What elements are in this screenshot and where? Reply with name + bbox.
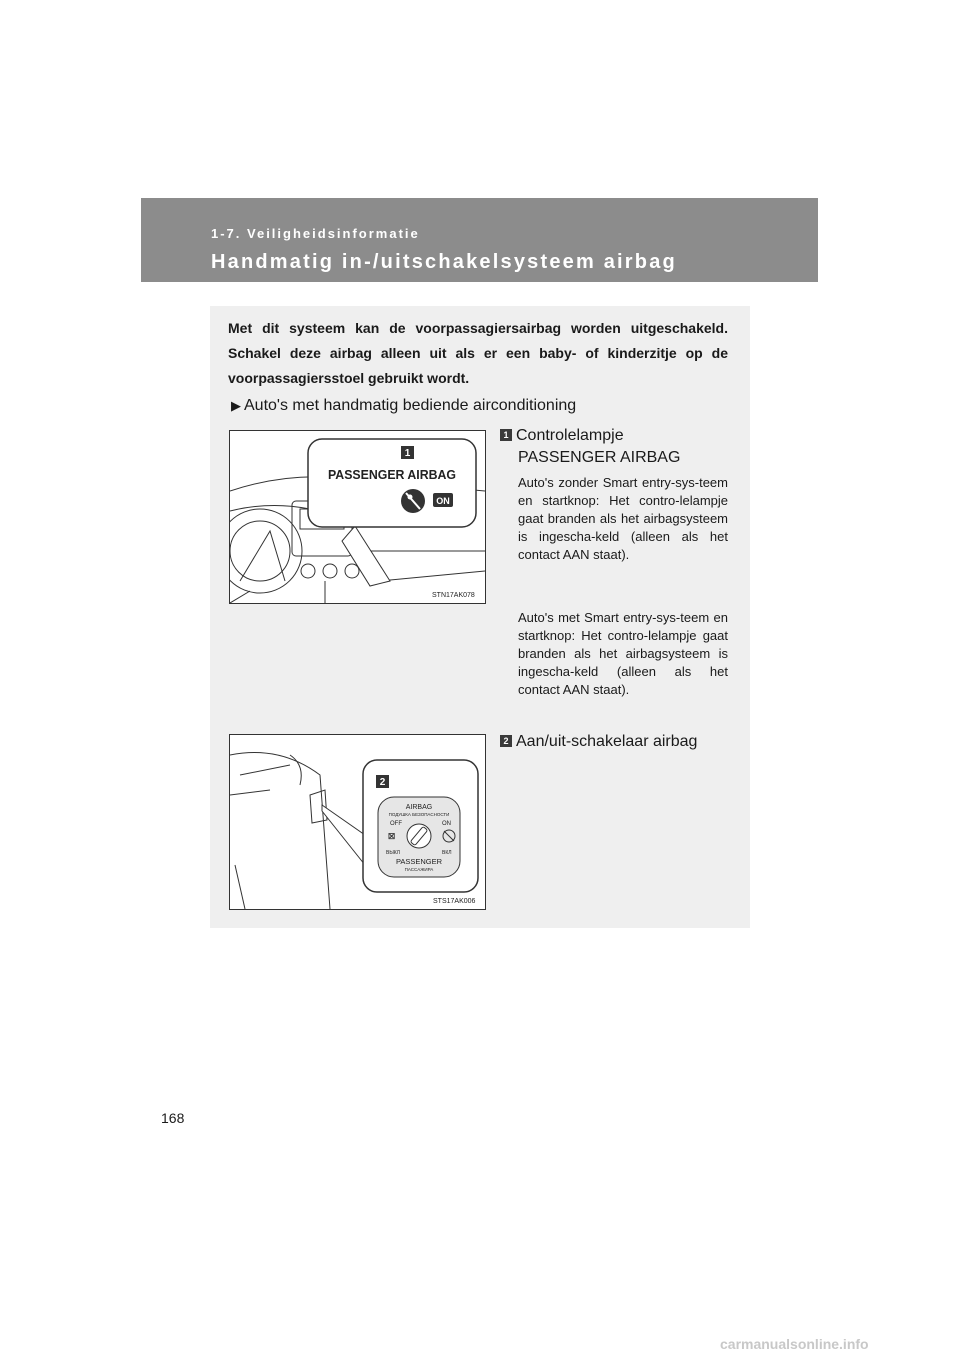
page-number: 168 xyxy=(161,1110,185,1126)
watermark: carmanualsonline.info xyxy=(720,1336,869,1352)
figure2-callout-number: 2 xyxy=(379,777,386,788)
figure2-off-ru: ВЫКЛ xyxy=(386,850,400,856)
section-label: 1-7. Veiligheidsinformatie xyxy=(211,226,420,241)
page-title: Handmatig in-/uitschakelsysteem airbag xyxy=(211,251,677,273)
item-2-title: 2 Aan/uit-schakelaar airbag xyxy=(500,731,697,753)
dashboard-drawing xyxy=(230,431,485,603)
figure2-passenger-ru: ПАССАЖИРА xyxy=(404,867,434,872)
item-2-number: 2 xyxy=(500,735,512,747)
figure2-off: OFF xyxy=(390,821,402,827)
figure2-airbag: AIRBAG xyxy=(405,804,433,811)
figure1-on-badge: ON xyxy=(436,496,450,506)
figure1-callout-number: 1 xyxy=(404,448,411,459)
item-1-note-2: Auto's met Smart entry-sys-teem en startknop: Het contro-lelampje gaat branden als het airbagsysteem is ingescha-keld (alleen als het contact AAN staat). xyxy=(518,610,728,697)
item-1-title: 1 Controlelampje PASSENGER AIRBAG xyxy=(500,425,680,469)
airbag-switch-illustration xyxy=(229,734,486,910)
figure2-on-ru: ВКЛ xyxy=(442,850,452,856)
sub-heading-text: Auto's met handmatig bediende airconditioning xyxy=(244,397,577,414)
figure1-lamp-text: PASSENGER AIRBAG xyxy=(328,467,456,482)
switch-drawing xyxy=(230,735,485,909)
passenger-airbag-icon xyxy=(401,489,425,513)
key-switch-icon xyxy=(407,824,431,848)
item-1-note-1: Auto's zonder Smart entry-sys-teem en startknop: Het contro-lelampje gaat branden als het airbagsysteem is ingescha-keld (alleen als het contact AAN staat). xyxy=(518,475,728,562)
figure2-code: STS17AK006 xyxy=(433,898,476,905)
triangle-bullet-icon: ▶ xyxy=(231,398,241,413)
figure2-on: ON xyxy=(442,821,451,827)
figure2-airbag-ru: ПОДУШКА БЕЗОПАСНОСТИ xyxy=(388,812,450,817)
item-1-title-line2: PASSENGER AIRBAG xyxy=(518,449,681,466)
figure1-code: STN17AK078 xyxy=(432,592,475,599)
child-seat-icon: ☒ xyxy=(388,832,396,841)
figure2-passenger: PASSENGER xyxy=(395,857,443,866)
item-1-number: 1 xyxy=(500,429,512,441)
dashboard-illustration xyxy=(229,430,486,604)
intro-paragraph: Met dit systeem kan de voorpassagiersairbag worden uitgeschakeld. Schakel deze airbag alleen uit als er een baby- of kinderzitje op de voorpassagiersstoel gebruikt wordt. xyxy=(228,320,728,386)
sub-heading xyxy=(231,397,576,415)
